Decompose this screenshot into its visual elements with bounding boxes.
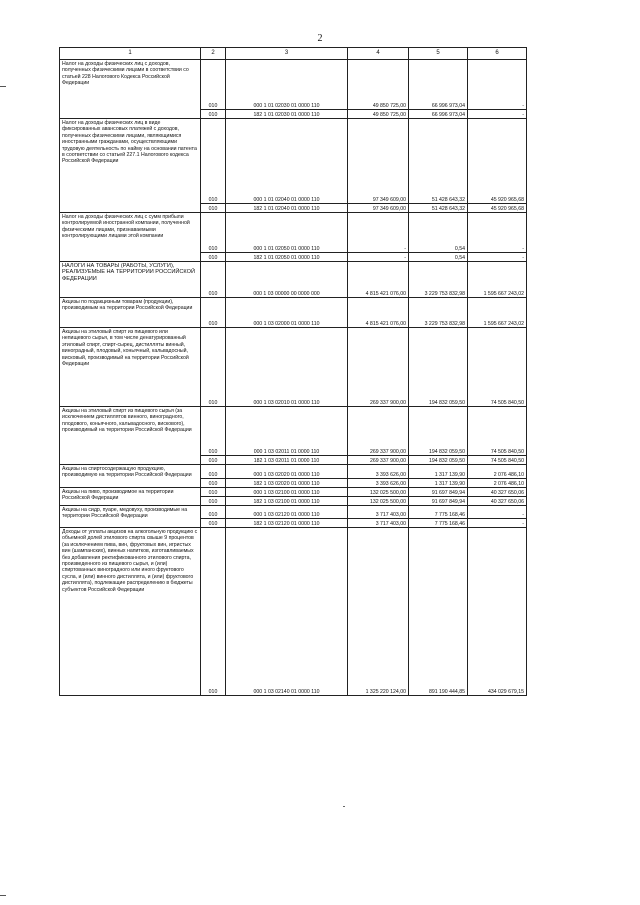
- line-code: 010: [201, 506, 226, 519]
- approved-amount: 1 325 220 124,00: [348, 528, 409, 696]
- executed-amount: 0,54: [409, 213, 468, 253]
- unexecuted-amount: 74 505 840,50: [468, 328, 527, 407]
- executed-amount: 51 428 643,32: [409, 204, 468, 213]
- line-code: 010: [201, 488, 226, 497]
- unexecuted-amount: 2 076 486,10: [468, 479, 527, 488]
- approved-amount: 97 349 609,00: [348, 119, 409, 204]
- line-code: 010: [201, 262, 226, 298]
- column-number-row: [60, 48, 527, 60]
- unexecuted-amount: 40 327 650,06: [468, 488, 527, 497]
- line-code: 010: [201, 328, 226, 407]
- unexecuted-amount: 2 076 486,10: [468, 465, 527, 479]
- executed-amount: 1 317 139,90: [409, 479, 468, 488]
- approved-amount: 49 850 725,00: [348, 110, 409, 119]
- column-header: 2: [201, 48, 226, 60]
- column-header: 5: [409, 48, 468, 60]
- table-row: [60, 119, 527, 204]
- unexecuted-amount: 40 327 650,06: [468, 497, 527, 506]
- line-code: 010: [201, 204, 226, 213]
- budget-classification-code: 182 1 01 02050 01 0000 110: [226, 253, 348, 262]
- executed-amount: 91 697 849,94: [409, 488, 468, 497]
- indicator-name: Налог на доходы физических лиц с сумм прибыли контролируемой иностранной компании, полученной физическими лицами, признаваемыми контролирующими лицами этой компании: [60, 213, 201, 262]
- scan-speck: [343, 806, 345, 807]
- executed-amount: 194 832 059,50: [409, 328, 468, 407]
- budget-classification-code: 000 1 03 02011 01 0000 110: [226, 407, 348, 456]
- approved-amount: 132 025 500,00: [348, 488, 409, 497]
- line-code: 010: [201, 456, 226, 465]
- budget-classification-code: 000 1 03 02000 01 0000 110: [226, 298, 348, 328]
- executed-amount: 1 317 139,90: [409, 465, 468, 479]
- unexecuted-amount: 74 505 840,50: [468, 407, 527, 456]
- line-code: 010: [201, 479, 226, 488]
- approved-amount: 269 337 900,00: [348, 328, 409, 407]
- table-row: [60, 528, 527, 696]
- executed-amount: 891 190 444,85: [409, 528, 468, 696]
- line-code: 010: [201, 119, 226, 204]
- line-code: 010: [201, 253, 226, 262]
- executed-amount: 194 832 059,50: [409, 407, 468, 456]
- column-header: 4: [348, 48, 409, 60]
- unexecuted-amount: 1 595 667 243,02: [468, 298, 527, 328]
- indicator-name: Акцизы на сидр, пуаре, медовуху, производимые на территории Российской Федерации: [60, 506, 201, 528]
- budget-classification-code: 000 1 03 02120 01 0000 110: [226, 506, 348, 519]
- table-row: [60, 298, 527, 328]
- approved-amount: 3 717 403,00: [348, 506, 409, 519]
- approved-amount: -: [348, 253, 409, 262]
- approved-amount: 3 393 626,00: [348, 479, 409, 488]
- budget-classification-code: 182 1 03 02120 01 0000 110: [226, 519, 348, 528]
- indicator-name: Акцизы на этиловый спирт из пищевого сырья (за исключением дистиллятов винного, виноградного, плодового, коньячного, кальвадосного, вискового), производимый на территории Российской Федерации: [60, 407, 201, 465]
- table-row: [60, 262, 527, 298]
- margin-tick: [0, 895, 6, 896]
- unexecuted-amount: -: [468, 213, 527, 253]
- approved-amount: 269 337 900,00: [348, 407, 409, 456]
- budget-classification-code: 000 1 01 02030 01 0000 110: [226, 60, 348, 110]
- table-row: [60, 407, 527, 456]
- table-row: [60, 488, 527, 497]
- approved-amount: 97 349 609,00: [348, 204, 409, 213]
- executed-amount: 51 428 643,32: [409, 119, 468, 204]
- budget-classification-code: 182 1 03 02020 01 0000 110: [226, 479, 348, 488]
- unexecuted-amount: -: [468, 519, 527, 528]
- line-code: 010: [201, 60, 226, 110]
- approved-amount: 49 850 725,00: [348, 60, 409, 110]
- approved-amount: 3 393 626,00: [348, 465, 409, 479]
- table-row: [60, 328, 527, 407]
- budget-classification-code: 000 1 03 02010 01 0000 110: [226, 328, 348, 407]
- budget-classification-code: 182 1 03 02011 01 0000 110: [226, 456, 348, 465]
- executed-amount: 66 996 973,04: [409, 110, 468, 119]
- column-header: 6: [468, 48, 527, 60]
- budget-classification-code: 000 1 03 02140 01 0000 110: [226, 528, 348, 696]
- line-code: 010: [201, 298, 226, 328]
- executed-amount: 194 832 059,50: [409, 456, 468, 465]
- indicator-name: НАЛОГИ НА ТОВАРЫ (РАБОТЫ, УСЛУГИ), РЕАЛИЗУЕМЫЕ НА ТЕРРИТОРИИ РОССИЙСКОЙ ФЕДЕРАЦИИ: [60, 262, 201, 298]
- budget-classification-code: 000 1 03 02100 01 0000 110: [226, 488, 348, 497]
- budget-classification-code: 000 1 03 02020 01 0000 110: [226, 465, 348, 479]
- executed-amount: 66 996 973,04: [409, 60, 468, 110]
- line-code: 010: [201, 110, 226, 119]
- unexecuted-amount: 45 920 965,68: [468, 204, 527, 213]
- budget-classification-code: 000 1 01 02050 01 0000 110: [226, 213, 348, 253]
- line-code: 010: [201, 213, 226, 253]
- table-row: [60, 506, 527, 519]
- line-code: 010: [201, 528, 226, 696]
- table-row: [60, 213, 527, 253]
- approved-amount: 4 815 421 076,00: [348, 262, 409, 298]
- approved-amount: 269 337 900,00: [348, 456, 409, 465]
- unexecuted-amount: -: [468, 60, 527, 110]
- indicator-name: Акцизы по подакцизным товарам (продукции), производимым на территории Российской Федерации: [60, 298, 201, 328]
- line-code: 010: [201, 497, 226, 506]
- executed-amount: 7 775 168,46: [409, 506, 468, 519]
- executed-amount: 3 229 753 832,98: [409, 298, 468, 328]
- budget-classification-code: 182 1 01 02030 01 0000 110: [226, 110, 348, 119]
- line-code: 010: [201, 465, 226, 479]
- budget-classification-code: 000 1 03 00000 00 0000 000: [226, 262, 348, 298]
- unexecuted-amount: -: [468, 506, 527, 519]
- margin-tick: [0, 86, 6, 87]
- line-code: 010: [201, 519, 226, 528]
- column-header: 1: [60, 48, 201, 60]
- approved-amount: 132 025 500,00: [348, 497, 409, 506]
- indicator-name: Акцизы на пиво, производимое на территории Российской Федерации: [60, 488, 201, 506]
- indicator-name: Доходы от уплаты акцизов на алкогольную продукцию с объемной долей этилового спирта свыше 9 процентов (за исключением пива, вин, фруктовых вин, игристых вин (шампанских), винных напитков, изготавливаемых без добавления ректификованного этилового спирта, произведенного из пищевого сырья, и (или) спиртованных виноградного или иного фруктового сусла, и (или) винного дистиллята, и (или) фруктового дистиллята), подлежащие распределению в бюджеты субъектов Российской Федерации: [60, 528, 201, 696]
- approved-amount: 4 815 421 076,00: [348, 298, 409, 328]
- unexecuted-amount: -: [468, 110, 527, 119]
- revenue-report-table: [59, 47, 527, 696]
- indicator-name: Акцизы на этиловый спирт из пищевого или непищевого сырья, в том числе денатурированный этиловый спирт, спирт-сырец, дистилляты винный, виноградный, плодовый, коньячный, кальвадосный, висковый, производимый на территории Российской Федерации: [60, 328, 201, 407]
- approved-amount: 3 717 403,00: [348, 519, 409, 528]
- indicator-name: Налог на доходы физических лиц с доходов, полученных физическими лицами в соответствии со статьей 228 Налогового Кодекса Российской Федерации: [60, 60, 201, 119]
- budget-classification-code: 000 1 01 02040 01 0000 110: [226, 119, 348, 204]
- indicator-name: Налог на доходы физических лиц в виде фиксированных авансовых платежей с доходов, полученных физическими лицами, являющимися иностранными гражданами, осуществляющими трудовую деятельность по найму на основании патента в соответствии со статьей 227.1 Налогового кодекса Российской Федерации: [60, 119, 201, 213]
- budget-classification-code: 182 1 01 02040 01 0000 110: [226, 204, 348, 213]
- line-code: 010: [201, 407, 226, 456]
- budget-classification-code: 182 1 03 02100 01 0000 110: [226, 497, 348, 506]
- executed-amount: 3 229 753 832,98: [409, 262, 468, 298]
- unexecuted-amount: -: [468, 253, 527, 262]
- unexecuted-amount: 45 920 965,68: [468, 119, 527, 204]
- unexecuted-amount: 74 505 840,50: [468, 456, 527, 465]
- unexecuted-amount: 1 595 667 243,02: [468, 262, 527, 298]
- table-row: [60, 60, 527, 110]
- unexecuted-amount: 434 029 679,15: [468, 528, 527, 696]
- column-header: 3: [226, 48, 348, 60]
- executed-amount: 7 775 168,46: [409, 519, 468, 528]
- page-number: 2: [317, 33, 323, 44]
- indicator-name: Акцизы на спиртосодержащую продукцию, производимую на территории Российской Федерации: [60, 465, 201, 488]
- executed-amount: 0,54: [409, 253, 468, 262]
- executed-amount: 91 697 849,94: [409, 497, 468, 506]
- approved-amount: -: [348, 213, 409, 253]
- table-row: [60, 465, 527, 479]
